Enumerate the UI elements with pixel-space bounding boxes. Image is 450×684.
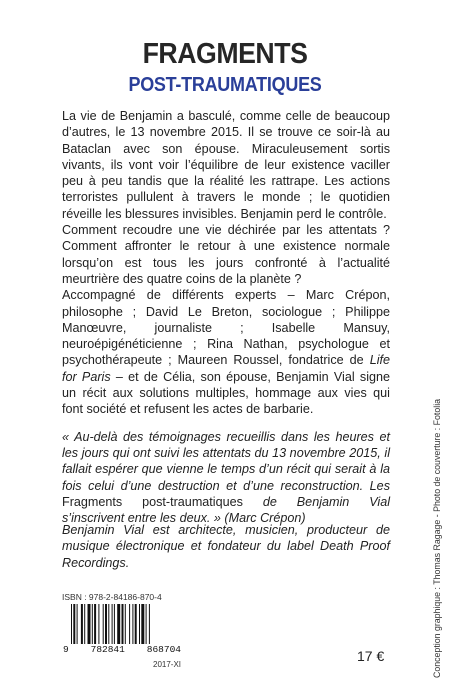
blurb [62, 108, 390, 526]
blurb-paragraph-1: La vie de Benjamin a basculé, comme celle de beaucoup d’autres, le 13 novembre 2015. Il se trouve ce soir-là au Bataclan avec son épouse. Miraculeusement sortis vivants, ils vont voir l’équilibre de leur existence vaciller peu à peu tandis que la réalité les rattrape. Les actions terroristes pullulent à travers le monde ; le quotidien réveille les blessures invisibles. Benjamin perd le contrôle. [62, 109, 390, 221]
barcode-bar [77, 604, 78, 644]
barcode-bar [98, 604, 99, 644]
barcode-bar [81, 604, 83, 644]
barcode-bar [112, 604, 113, 644]
author-bio: Benjamin Vial est architecte, musicien, producteur de musique électronique et fondateur du label Death Proof Recordings. [62, 523, 390, 570]
barcode-bar [105, 604, 107, 644]
quote: « Au-delà des témoignages recueillis dans les heures et les jours qui ont suivi les attentats du 13 novembre 2015, il fallait espérer que vienne le temps d’un récit qui serait à la fois celui d’une destruction et d’une reconstruction. Les Fragments post-traumatiques de Benjamin Vial s’inscrivent entre les deux. » (Marc Crépon) [62, 429, 390, 526]
barcode [63, 604, 181, 654]
barcode-bar [92, 604, 93, 644]
serial-code: 2017-XI [153, 660, 182, 669]
blurb-paragraph-3: Accompagné de différents experts – Marc Crépon, philosophe ; David Le Breton, sociologue ; Philippe Manœuvre, journaliste ; Isabelle Mansuy, neuroépigénéticienne ; Rina Nathan, psychologue et psychothérapeute ; Maureen Roussel, fondatrice de Life for Paris – et de Célia, son épouse, Benjamin Vial signe un récit aux solutions multiples, hommage aux vies qui font société et refusent les actes de barbarie. [62, 288, 390, 417]
barcode-bar [139, 604, 140, 644]
barcode-bar [125, 604, 126, 644]
book-subtitle: POST-TRAUMATIQUES [128, 74, 322, 96]
barcode-bar [71, 604, 72, 644]
barcode-bar [114, 604, 115, 644]
barcode-bar [84, 604, 85, 644]
barcode-bar [146, 604, 147, 644]
price: 17 € [357, 648, 385, 664]
blurb-paragraph-2: Comment recoudre une vie déchirée par les attentats ? Comment affronter le retour à une existence normale lorsqu’on est tous les jours confronté à l’actualité meurtrière des quatre coins de la planète ? [62, 223, 390, 286]
barcode-bar [141, 604, 144, 644]
barcode-bar [129, 604, 130, 644]
barcode-bar [73, 604, 75, 644]
credits: Conception graphique : Thomas Ragage - Photo de couverture : Fotolia [432, 398, 442, 678]
barcode-bar [135, 604, 137, 644]
barcode-bar [117, 604, 120, 644]
barcode-bar [103, 604, 104, 644]
isbn: ISBN : 978-2-84186-870-4 [62, 592, 162, 602]
barcode-bar [108, 604, 109, 644]
quote-book-title: Fragments post-traumatiques [62, 494, 243, 509]
barcode-bar [149, 604, 150, 644]
book-title: FRAGMENTS [142, 38, 308, 70]
barcode-bar [88, 604, 91, 644]
barcode-bars [71, 604, 179, 644]
barcode-digits: 9 782841 868704 [63, 644, 181, 655]
barcode-bar [132, 604, 133, 644]
barcode-bar [94, 604, 96, 644]
barcode-bar [122, 604, 124, 644]
life-for-paris-title: Life for Paris [62, 353, 390, 384]
